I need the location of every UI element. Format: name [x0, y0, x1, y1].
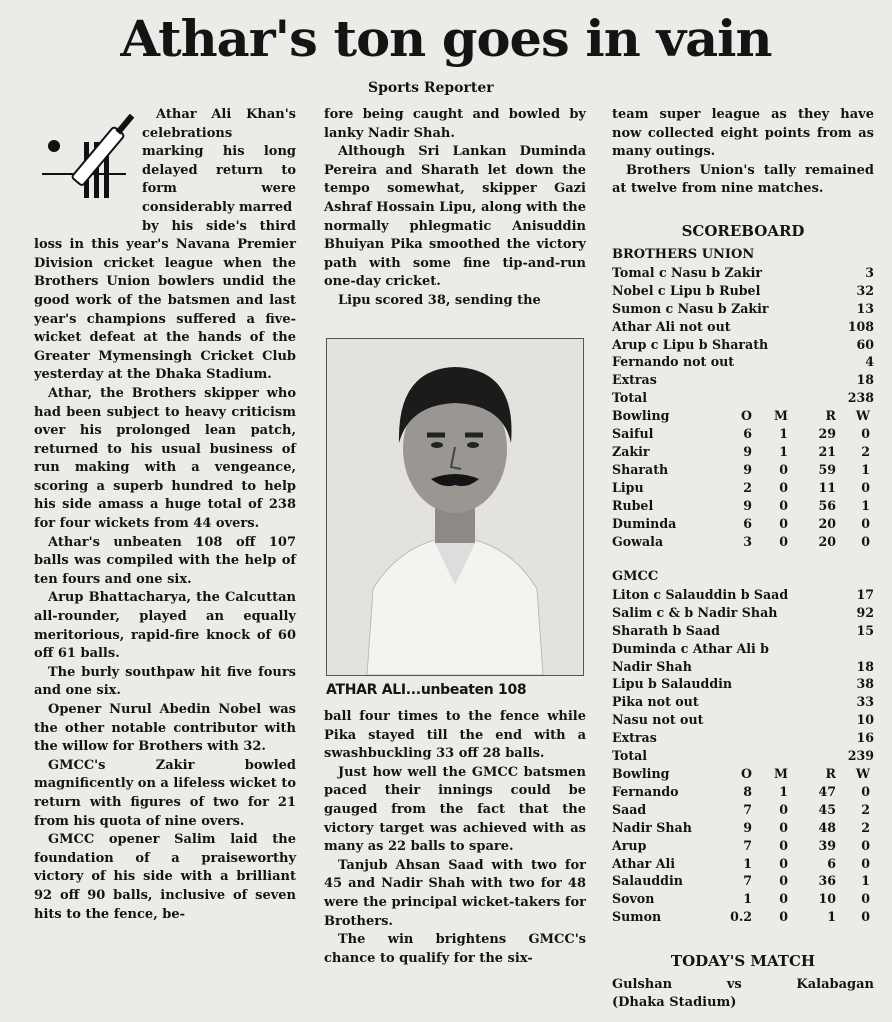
bowler-name: Sharath — [612, 461, 669, 477]
team-name: GMCC — [612, 569, 659, 584]
maidens: 0 — [779, 497, 788, 513]
paragraph: Athar, the Brothers skipper who had been subject to heavy criticism over his prolonged lean patch, returned to his usual business of run making with a vengeance, scoring a superb hundred to help his side amass a huge total of 238 for four wickets from 44 overs. — [34, 385, 296, 532]
batting-row — [612, 336, 874, 354]
wickets: 0 — [861, 533, 870, 549]
bowler-name: Saiful — [612, 426, 654, 442]
bowler-name: Duminda — [612, 515, 677, 531]
bowler-name: Rubel — [612, 497, 654, 513]
runs: 17 — [856, 586, 874, 602]
runs-conceded: 29 — [818, 426, 836, 442]
wickets: 2 — [861, 819, 870, 835]
runs-conceded: 21 — [818, 443, 836, 459]
bowling-row — [612, 837, 874, 855]
byline: Sports Reporter — [368, 80, 494, 96]
overs: 1 — [743, 855, 752, 871]
wickets: 0 — [861, 909, 870, 925]
scoreboard-brothers-union — [612, 246, 874, 550]
bowler-name: Athar Ali — [612, 855, 676, 871]
overs: 7 — [743, 801, 752, 817]
runs-conceded: 48 — [818, 819, 836, 835]
bowler-name: Lipu — [612, 479, 644, 495]
bowling-row — [612, 855, 874, 873]
paragraph: Athar Ali Khan's celebrations marking his long delayed return to form were considerably marred — [142, 107, 296, 215]
runs: 18 — [856, 372, 874, 388]
runs-conceded: 10 — [818, 891, 836, 907]
overs: 0.2 — [730, 909, 752, 925]
overs: 7 — [743, 873, 752, 889]
paragraph: fore being caught and bowled by lanky Nadir Shah. — [324, 107, 586, 141]
batting-row — [612, 711, 874, 729]
article-column-1 — [34, 106, 296, 924]
maidens: 0 — [779, 801, 788, 817]
batsman-entry: Extras — [612, 372, 657, 388]
bowling-header: Bowling O M R W — [612, 765, 870, 781]
batting-row — [612, 622, 874, 640]
batting-row — [612, 282, 874, 300]
batting-row — [612, 640, 874, 658]
bowler-name: Arup — [612, 837, 647, 853]
runs-conceded: 20 — [818, 533, 836, 549]
player-photo — [326, 338, 584, 676]
runs: 92 — [856, 604, 874, 620]
runs: 3 — [865, 264, 874, 280]
todays-match-title: TODAY'S MATCH — [670, 952, 816, 970]
wickets: 2 — [861, 801, 870, 817]
maidens: 0 — [779, 461, 788, 477]
paragraph: team super league as they have now collected eight points from as many outings. — [612, 107, 874, 160]
scoreboard-title: SCOREBOARD — [681, 222, 805, 240]
batting-row — [612, 300, 874, 318]
maidens: 0 — [779, 909, 788, 925]
article-column-2-continued — [324, 708, 586, 968]
batsman-entry: Lipu b Salauddin — [612, 676, 733, 692]
overs: 2 — [743, 479, 752, 495]
maidens: 0 — [779, 533, 788, 549]
runs-conceded: 47 — [818, 783, 836, 799]
batting-row — [612, 371, 874, 389]
paragraph: Just how well the GMCC batsmen paced their innings could be gauged from the fact that the victory target was achieved with as many as 22 balls to spare. — [324, 764, 586, 855]
wickets: 0 — [861, 426, 870, 442]
runs-conceded: 20 — [818, 515, 836, 531]
overs: 6 — [743, 426, 752, 442]
runs: 33 — [856, 694, 874, 710]
batsman-entry: Extras — [612, 730, 657, 746]
bowling-row — [612, 908, 874, 926]
batsman-entry: Total — [612, 390, 648, 406]
batsman-entry: Duminda c Athar Ali b — [612, 640, 769, 656]
runs-conceded: 39 — [818, 837, 836, 853]
wickets: 0 — [861, 479, 870, 495]
bowling-row — [612, 890, 874, 908]
maidens: 0 — [779, 837, 788, 853]
runs-conceded: 45 — [818, 801, 836, 817]
bowling-row — [612, 801, 874, 819]
maidens: 0 — [779, 873, 788, 889]
venue: (Dhaka Stadium) — [612, 995, 737, 1010]
runs-conceded: 36 — [818, 873, 836, 889]
team-2: Kalabagan — [796, 977, 874, 992]
paragraph: Lipu scored 38, sending the — [338, 292, 541, 308]
paragraph: Athar's unbeaten 108 off 107 balls was compiled with the help of ten fours and one six. — [34, 534, 296, 587]
bowling-row — [612, 443, 874, 461]
wickets: 0 — [861, 837, 870, 853]
paragraph: Opener Nurul Abedin Nobel was the other notable contributor with the willow for Brothers with 32. — [34, 702, 296, 755]
batting-row — [612, 318, 874, 336]
wickets: 0 — [861, 515, 870, 531]
overs: 9 — [743, 819, 752, 835]
batting-row — [612, 389, 874, 407]
batsman-entry: Tomal c Nasu b Zakir — [612, 264, 763, 280]
bowler-name: Fernando — [612, 783, 679, 799]
wickets: 1 — [861, 461, 870, 477]
bowler-name: Sumon — [612, 909, 662, 925]
runs: 10 — [856, 712, 874, 728]
maidens: 1 — [779, 783, 788, 799]
bowling-row — [612, 872, 874, 890]
bowling-row — [612, 479, 874, 497]
maidens: 1 — [779, 426, 788, 442]
overs: 6 — [743, 515, 752, 531]
bowling-header: Bowling O M R W — [612, 408, 870, 424]
batsman-entry: Arup c Lipu b Sharath — [612, 336, 769, 352]
runs-conceded: 56 — [818, 497, 836, 513]
paragraph: Arup Bhattacharya, the Calcuttan all-rounder, played an equally meritorious, rapid-fire knock of 60 off 61 balls. — [34, 590, 296, 662]
batsman-entry: Nasu not out — [612, 712, 704, 728]
paragraph: GMCC opener Salim laid the foundation of a praiseworthy victory of his side with a brilliant 92 off 90 balls, inclusive of seven hits to the fence, be- — [34, 832, 296, 922]
maidens: 0 — [779, 479, 788, 495]
bowler-name: Nadir Shah — [612, 819, 692, 835]
overs: 8 — [743, 783, 752, 799]
paragraph: Brothers Union's tally remained at twelve from nine matches. — [612, 162, 874, 197]
paragraph: GMCC's Zakir bowled magnificently on a lifeless wicket to return with figures of two for 21 from his quota of nine overs. — [34, 757, 297, 829]
runs: 4 — [865, 354, 874, 370]
batsman-entry: Sumon c Nasu b Zakir — [612, 300, 769, 316]
bowler-name: Sovon — [612, 891, 655, 907]
bowler-name: Gowala — [612, 533, 664, 549]
cricket-bat-icon — [34, 112, 134, 220]
vs-label: vs — [726, 977, 742, 992]
paragraph: The burly southpaw hit five fours and one six. — [34, 664, 296, 699]
portrait-image — [327, 339, 583, 675]
bowler-name: Saad — [612, 801, 647, 817]
wickets: 2 — [861, 443, 870, 459]
overs: 7 — [743, 837, 752, 853]
batting-row — [612, 747, 874, 765]
batsman-entry: Pika not out — [612, 694, 699, 710]
batsman-entry: Liton c Salauddin b Saad — [612, 586, 789, 602]
paragraph: ball four times to the fence while Pika stayed till the end with a swashbuckling 33 off 28 balls. — [324, 709, 586, 762]
overs: 9 — [743, 443, 752, 459]
batsman-entry: Fernando not out — [612, 354, 735, 370]
bowler-name: Salauddin — [612, 873, 683, 889]
bowling-row — [612, 425, 874, 443]
maidens: 0 — [779, 819, 788, 835]
batsman-entry: Nadir Shah — [612, 658, 692, 674]
batting-row — [612, 693, 874, 711]
scoreboard-gmcc — [612, 568, 874, 926]
wickets: 0 — [861, 783, 870, 799]
runs: 38 — [856, 676, 874, 692]
runs: 13 — [856, 300, 874, 316]
wickets: 0 — [861, 891, 870, 907]
bowling-row — [612, 497, 874, 515]
runs: 238 — [847, 390, 874, 406]
overs: 1 — [743, 891, 752, 907]
runs: 15 — [856, 622, 874, 638]
wickets: 0 — [861, 855, 870, 871]
batting-row — [612, 675, 874, 693]
photo-caption: ATHAR ALI...unbeaten 108 — [326, 682, 527, 698]
runs: 18 — [856, 658, 874, 674]
paragraph: by his side's third loss in this year's Navana Premier Division cricket league when the Brothers Union bowlers undid the good work of the batsmen and last year's champions suffered a five-wicket defeat at the hands of the Greater Mymensingh Cricket Club yesterday at the Dhaka Stadium. — [34, 218, 296, 383]
batsman-entry: Nobel c Lipu b Rubel — [612, 282, 761, 298]
batting-row — [612, 658, 874, 676]
article-column-2 — [324, 106, 586, 311]
overs: 3 — [743, 533, 752, 549]
batting-row — [612, 729, 874, 747]
bowling-row — [612, 461, 874, 479]
bowling-row — [612, 819, 874, 837]
paragraph: Although Sri Lankan Duminda Pereira and Sharath let down the tempo somewhat, skipper Gazi Ashraf Hossain Lipu, along with the normally phlegmatic Anisuddin Bhuiyan Pika smoothed the victory path with some fine tip-and-run one-day cricket. — [324, 144, 586, 290]
maidens: 0 — [779, 855, 788, 871]
maidens: 0 — [779, 891, 788, 907]
bowling-row — [612, 515, 874, 533]
batting-row — [612, 353, 874, 371]
todays-match — [612, 976, 874, 1012]
batsman-entry: Athar Ali not out — [612, 318, 731, 334]
batsman-entry: Salim c & b Nadir Shah — [612, 604, 778, 620]
runs: 239 — [847, 748, 874, 764]
wickets: 1 — [861, 873, 870, 889]
batsman-entry: Total — [612, 748, 648, 764]
paragraph: The win brightens GMCC's chance to qualify for the six- — [324, 932, 586, 966]
runs-conceded: 11 — [818, 479, 836, 495]
runs: 16 — [856, 730, 874, 746]
runs: 32 — [856, 282, 874, 298]
runs: 108 — [847, 318, 874, 334]
runs: 60 — [856, 336, 874, 352]
maidens: 0 — [779, 515, 788, 531]
headline: Athar's ton goes in vain — [120, 9, 772, 68]
batsman-entry: Sharath b Saad — [612, 622, 720, 638]
bowling-row — [612, 533, 874, 551]
team-1: Gulshan — [612, 977, 673, 992]
article-column-3 — [612, 106, 874, 199]
bowling-row — [612, 783, 874, 801]
batting-row — [612, 586, 874, 604]
runs-conceded: 59 — [818, 461, 836, 477]
maidens: 1 — [779, 443, 788, 459]
team-name: BROTHERS UNION — [612, 247, 755, 262]
overs: 9 — [743, 461, 752, 477]
batting-row — [612, 264, 874, 282]
batting-row — [612, 604, 874, 622]
runs-conceded: 6 — [827, 855, 836, 871]
runs-conceded: 1 — [827, 909, 836, 925]
paragraph: Tanjub Ahsan Saad with two for 45 and Nadir Shah with two for 48 were the principal wicket-takers for Brothers. — [324, 857, 586, 929]
bowler-name: Zakir — [612, 443, 650, 459]
wickets: 1 — [861, 497, 870, 513]
overs: 9 — [743, 497, 752, 513]
